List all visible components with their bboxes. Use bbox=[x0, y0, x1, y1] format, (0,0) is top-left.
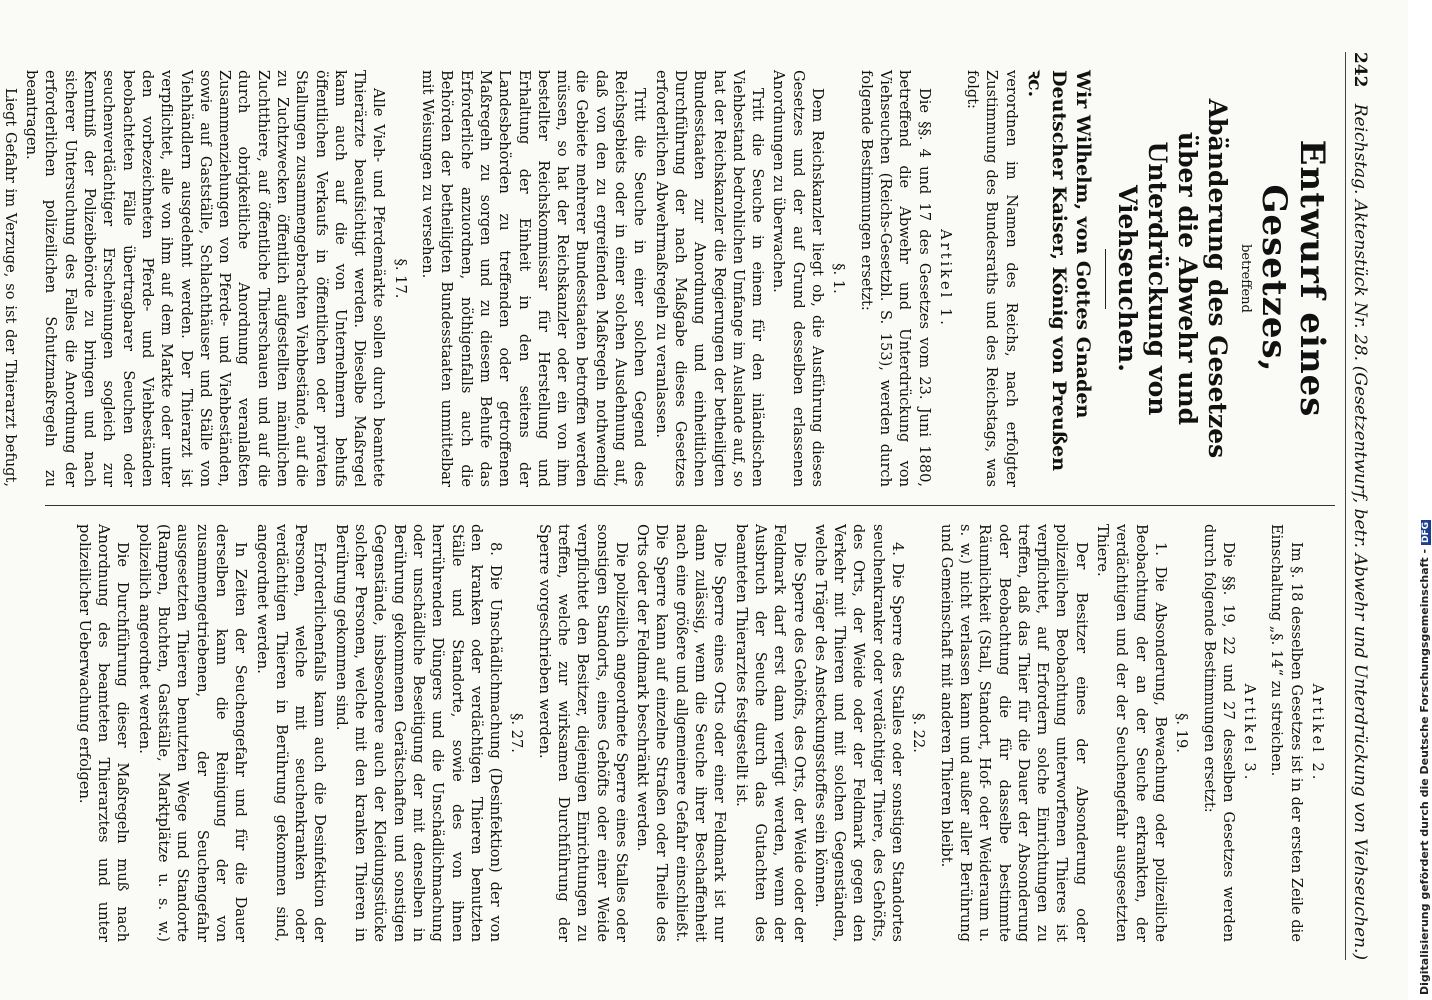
footer-text: Digitalisierung gefördert durch die Deutsche Forschungsgemeinschaft - bbox=[1418, 548, 1431, 995]
section-17-para-1: Alle Vieh- und Pferdemärkte sollen durch beamtete Thierärzte beaufsichtigt werden. Dieselbe Maßregel kann auch auf die von Unternehmern behufs öffentlichen Verkaufs in öffentlichen oder privaten Stallungen zusammengebrachten Viehbestände, auf die zu Zuchtzwecken öffentlich aufgestellten männlichen Zuchtthiere, auf öffentliche Thierschauen und auf die durch obrigkeitliche Anordnung veranlaßten Zusammenziehungen von Pferde- und Viehbeständen, sowie auf Gastställe, Schlachthäuser und Ställe von Viehhändlern ausgedehnt werden. Der Thierarzt ist verpflichtet, alle von ihm auf dem Markte oder unter den vorbezeichneten Pferde- und Viehbeständen beobachteten Fälle übertragbarer Seuchen oder seuchenverdächtiger Erscheinungen sogleich zur Kenntniß der Polizeibehörde zu bringen und nach sicherer Untersuchung des Falles die Anordnung der erforderlichen polizeilichen Schutzmaßregeln zu beantragen. bbox=[23, 70, 388, 487]
section-27-para-2: Erforderlichenfalls kann auch die Desinfektion der Personen, welche mit seuchenkranken oder verdächtigen Thieren in Berührung gekommen sind, angeordnet werden. bbox=[253, 524, 329, 942]
section-27-para-3: In Zeiten der Seuchengefahr und für die Dauer derselben kann die Reinigung der von zusammengetriebenen, der Seuchengefahr ausgesetzten Thieren benutzten Wege und Standorte (Rampen, Buchten, Gastställe, Marktplätze u. s. w.) polizeilich angeordnet werden. bbox=[135, 524, 250, 942]
section-1-heading: §. 1. bbox=[830, 263, 848, 294]
section-19-para-1: 1. Die Absonderung, Bewachung oder polizeiliche Beobachtung der an der Seuche erkrankten, der verdächtigen und der der Seuchengefahr ausgesetzten Thiere. bbox=[1094, 524, 1169, 942]
section-27-para-4: Die Durchführung dieser Maßregeln muß nach Anordnung des beamteten Thierarztes und unter polizeilicher Ueberwachung erfolgen. bbox=[75, 524, 132, 942]
divider bbox=[1105, 249, 1106, 309]
section-27-para-1: 8. Die Unschädlichmachung (Desinfektion) der von den kranken oder verdächtigen Thieren benutzten Ställe und Standorte, sowie des von ihnen herrührenden Düngers und die Unschädlichmachung oder unschädliche Beseitigung der mit denselben in Berührung gekommenen Gerätschaften und sonstigen Gegenstände, insbesondere auch der Kleidungsstücke solcher Personen, welche mit den kranken Thieren in Berührung gekommen sind. bbox=[332, 524, 505, 942]
section-19-heading: §. 19. bbox=[1173, 713, 1191, 753]
title-betreffend: betreffend bbox=[1238, 244, 1253, 313]
section-19-para-2: Der Besitzer eines der Absonderung oder polizeilichen Beobachtung unterworfenen Thieres ist verpflichtet, auf Erfordern solche Einrichtungen zu treffen, daß das Thier für die Dauer der Absonderung oder Beobachtung die für dasselbe bestimmte Räumlichkeit (Stall, Standort, Hof- oder Weideraum u. s. w.) nicht verlassen kann und außer aller Berührung und Gemeinschaft mit anderen Thieren bleibt. bbox=[937, 524, 1090, 942]
section-22-para-1: 4. Die Sperre des Stalles oder sonstigen Standortes seuchenkranker oder verdächtiger Thiere, des Gehöfts, des Orts, der Weide oder der Feldmark gegen den Verkehr mit Thieren und mit solchen Gegenständen, welche Träger des Ansteckungsstoffes sein können. bbox=[811, 524, 907, 942]
preamble: verordnen im Namen des Reichs, nach erfolgter Zustimmung des Bundesraths und des Reichstags, was folgt: bbox=[964, 70, 1020, 487]
section-22-heading: §. 22. bbox=[910, 713, 928, 753]
document-subtitle: Abänderung des Gesetzes über die Abwehr und Unterdrückung von Viehseuchen. bbox=[1112, 98, 1232, 459]
section-27-heading: §. 27. bbox=[508, 713, 526, 753]
running-head bbox=[1345, 52, 1370, 960]
section-22-para-2: Die Sperre des Gehöfts, des Orts, der Weide oder der Feldmark darf erst dann verfügt werden, wenn der Ausbruch der Seuche durch das Gutachten des beamteten Thierarztes festgestellt ist. bbox=[732, 524, 808, 942]
section-22-para-4: Die polizeilich angeordnete Sperre eines Stalles oder sonstigen Standorts, eines Gehöfts oder einer Weide verpflichtet den Besitzer, diejenigen Einrichtungen zu treffen, welche zur wirksamen Durchführung der Sperre vorgeschrieben werden. bbox=[535, 524, 630, 942]
section-22-para-3: Die Sperre eines Orts oder einer Feldmark ist nur dann zulässig, wenn die Seuche ihrer Beschaffenheit nach eine größere und allgemeinere Gefahr einschließt. Die Sperre kann auf einzelne Straßen oder Theile des Orts oder der Feldmark beschränkt werden. bbox=[634, 524, 729, 942]
artikel-2-text: Im §. 18 desselben Gesetzes ist in der ersten Zeile die Einschaltung „§. 14“ zu streichen. bbox=[1268, 524, 1305, 942]
section-1-para-1: Dem Reichskanzler liegt ob, die Ausführung dieses Gesetzes und der auf Grund desselben erlassenen Anordnungen zu überwachen. bbox=[770, 70, 827, 487]
section-1-para-3: Tritt die Seuche in einer solchen Gegend des Reichsgebiets oder in einer solchen Ausdehnung auf, daß von den zu ergreifenden Maßregeln nothwendig die Gebiete mehrerer Bundesstaaten betroffen werden müssen, so hat der Reichskanzler oder ein von ihm bestellter Reichskommissar für Herstellung und Erhaltung der Einheit in den seitens der Landesbehörden zu treffenden oder getroffenen Maßregeln zu sorgen und zu diesem Behufe das Erforderliche anzuordnen, nöthigenfalls auch die Behörden der betheiligten Bundesstaaten unmittelbar mit Weisungen zu versehen. bbox=[419, 70, 649, 487]
artikel-3-text: Die §§. 19, 22 und 27 desselben Gesetzes werden durch folgende Bestimmungen ersetzt: bbox=[1200, 524, 1237, 942]
running-head-left: Reichstag. Aktenstück Nr. 28. bbox=[1350, 103, 1370, 361]
artikel-1-text: Die §§. 4 und 17 des Gesetzes vom 23. Juni 1880, betreffend die Abwehr und Unterdrückung von Viehseuchen (Reichs-Gesetzbl. S. 153), werden durch folgende Bestimmungen ersetzt: bbox=[857, 70, 933, 487]
section-1-para-2: Tritt die Seuche in einem für den inländischen Viehbestand bedrohlichen Umfange im Auslande auf, so hat der Reichskanzler die Regierungen der betheiligten Bundesstaaten zur Anordnung und einheitlichen Durchführung der nach Maßgabe dieses Gesetzes erforderlichen Abwehrmaßregeln zu veranlassen. bbox=[652, 70, 767, 487]
artikel-1-heading: Artikel 1. bbox=[936, 229, 954, 328]
right-column bbox=[45, 506, 1335, 960]
artikel-2-heading: Artikel 2. bbox=[1309, 683, 1326, 783]
page-number: 242 bbox=[1350, 52, 1370, 88]
left-column bbox=[1, 52, 1335, 506]
running-head-right: (Gesetzentwurf, betr. Abwehr und Unterdrückung von Viehseuchen.) bbox=[1350, 365, 1370, 960]
section-17-heading: §. 17. bbox=[391, 258, 409, 299]
digitization-footer bbox=[1418, 520, 1431, 995]
dfg-logo: DFG bbox=[1421, 521, 1431, 543]
document-title: Entwurf eines Gesetzes, bbox=[1254, 139, 1332, 418]
section-17-para-2: Liegt Gefahr im Verzuge, so ist der Thierarzt befugt, bbox=[1, 88, 19, 487]
emperor-line: Wir Wilhelm, von Gottes Gnaden Deutscher Kaiser, König von Preußen ꝛc. bbox=[1023, 70, 1094, 472]
artikel-3-heading: Artikel 3. bbox=[1241, 683, 1259, 783]
